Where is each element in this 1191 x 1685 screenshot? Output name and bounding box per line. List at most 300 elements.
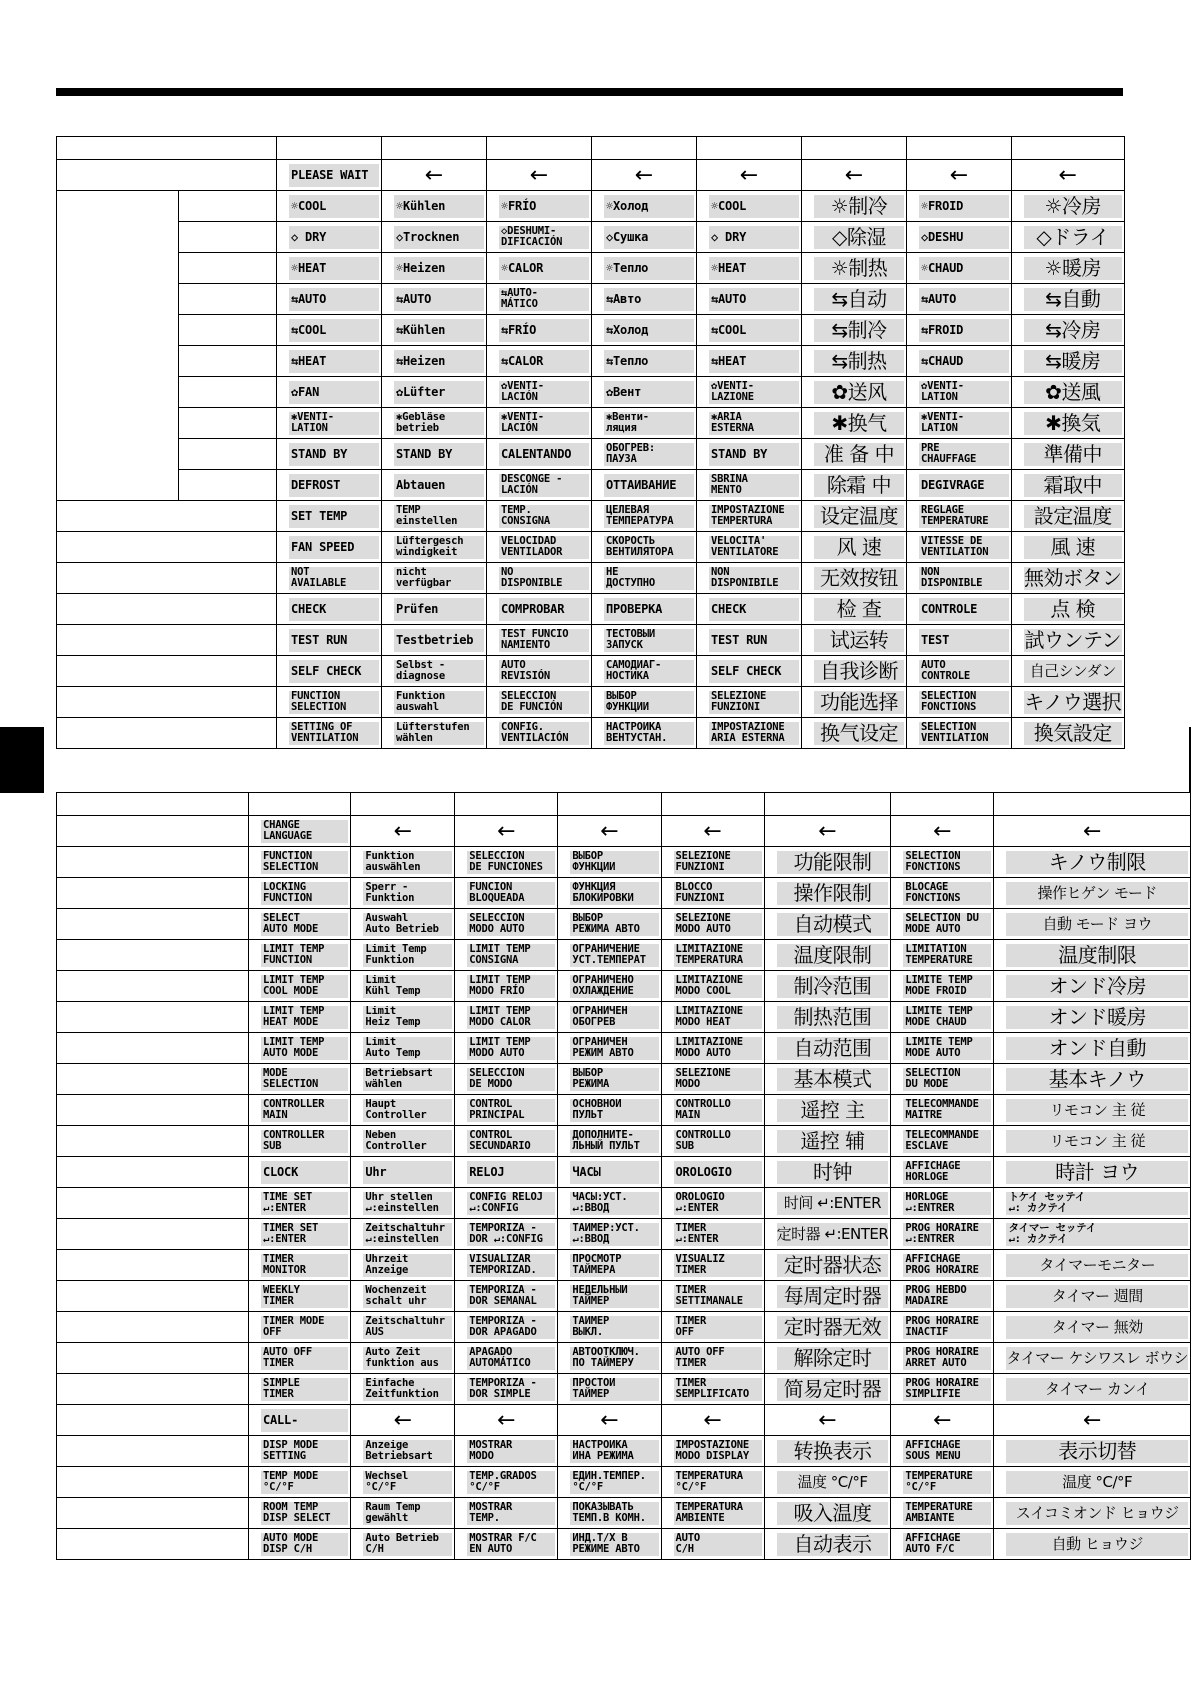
display-text: MOSTRAR F/C EN AUTO (467, 1533, 555, 1556)
table-cell (891, 940, 994, 971)
display-text: 風 速 (1024, 536, 1122, 559)
display-text: オンド冷房 (1006, 975, 1188, 998)
table-cell (891, 909, 994, 940)
table-cell (248, 1343, 350, 1374)
left-arrow-icon: ← (1058, 162, 1077, 188)
table-cell (661, 1126, 764, 1157)
mode-display-text: ⇆制冷 (814, 319, 904, 342)
display-text: 操作ヒゲン モード (1006, 882, 1188, 905)
table-cell (994, 1343, 1191, 1374)
table-cell (891, 1343, 994, 1374)
header-lang-cell (907, 137, 1012, 160)
table-cell (994, 878, 1191, 909)
mode-display-text: ✿VENTI- LACIÓN (499, 381, 589, 404)
table-cell (802, 315, 907, 346)
table-cell (661, 1064, 764, 1095)
table-cell (891, 1126, 994, 1157)
display-text: 自动模式 (777, 913, 889, 936)
mode-display-text: SBRINA MENTO (709, 474, 799, 497)
mode-display-text: ⇆AUTO (289, 288, 379, 311)
table-cell (764, 1064, 891, 1095)
mode-display-text: ✱Gebläse betrieb (394, 412, 484, 435)
table-cell (351, 1095, 455, 1126)
table-cell (697, 501, 802, 532)
mode-display-text: 霜取中 (1024, 474, 1122, 497)
display-text: 時計 ヨウ (1006, 1161, 1188, 1184)
display-text: Uhr stellen ↵:einstellen (363, 1192, 452, 1215)
table-cell (455, 1467, 558, 1498)
table-cell (802, 377, 907, 408)
table-cell (455, 909, 558, 940)
table-cell (661, 1157, 764, 1188)
table-row (57, 1436, 1191, 1467)
table-cell (1012, 346, 1125, 377)
table-cell (351, 971, 455, 1002)
table-cell (455, 1064, 558, 1095)
display-text: HORLOGE ↵:ENTRER (903, 1192, 991, 1215)
table-cell (248, 1002, 350, 1033)
table-cell (351, 1157, 455, 1188)
display-text: LIMITAZIONE MODO AUTO (674, 1037, 762, 1060)
table-cell (382, 470, 487, 501)
display-text: TEMPERATURA AMBIENTE (674, 1502, 762, 1525)
display-text: ОГРАНИЧЕН РЕЖИМ АВТО (570, 1037, 658, 1060)
display-text: CONTROLLO MAIN (674, 1099, 762, 1122)
table-row (57, 656, 1125, 687)
display-text: AUTO OFF TIMER (261, 1347, 348, 1370)
table-cell (1012, 439, 1125, 470)
mode-display-text: ⇆FROID (919, 319, 1009, 342)
display-text: НАСТРОЙКА ВЕНТУСТАН. (604, 722, 694, 745)
display-text: LIMIT TEMP AUTO MODE (261, 1037, 348, 1060)
mode-display-text: ⇆Холод (604, 319, 694, 342)
header-lang-cell (455, 793, 558, 816)
table-row (57, 878, 1191, 909)
table-cell (351, 1188, 455, 1219)
mode-display-text: ⇆CHAUD (919, 350, 1009, 373)
display-text: Uhrzeit Anzeige (363, 1254, 452, 1277)
display-text: PROG HEBDO MADAIRE (903, 1285, 991, 1308)
display-text: PROG HORAIRE INACTIF (903, 1316, 991, 1339)
display-text: CONTROLE (919, 598, 1009, 621)
display-text: ПРОСМОТР ТАЙМЕРА (570, 1254, 658, 1277)
table-cell (764, 1157, 891, 1188)
display-text: Auswahl Auto Betrieb (363, 913, 452, 936)
display-text: CHECK (289, 598, 379, 621)
table-cell (351, 940, 455, 971)
left-arrow-icon: ← (600, 818, 619, 844)
mode-display-text: Abtauen (394, 474, 484, 497)
table-cell (277, 563, 382, 594)
display-text: CONTROLLER SUB (261, 1130, 348, 1153)
display-text: 换气设定 (814, 722, 904, 745)
display-text: LÍMIT TEMP MODO AUTO (467, 1037, 555, 1060)
display-text: AFFICHAGE HORLOGE (903, 1161, 991, 1184)
table-cell (351, 1250, 455, 1281)
mode-display-text: ☼COOL (709, 195, 799, 218)
table-cell (248, 1033, 350, 1064)
display-text: CONFIG. VENTILACIÓN (499, 722, 589, 745)
mode-display-text: ⇆制热 (814, 350, 904, 373)
display-text: SELEZIONE FUNZIONI (709, 691, 799, 714)
display-text: LIMITAZIONE MODO HEAT (674, 1006, 762, 1029)
table-cell (277, 532, 382, 563)
display-text: タイマー 週間 (1006, 1285, 1188, 1308)
display-text: 遥控 辅 (777, 1130, 889, 1153)
arrow-cell (558, 1405, 661, 1436)
arrow-cell (558, 816, 661, 847)
table-cell (558, 940, 661, 971)
table-cell (455, 1219, 558, 1250)
display-text: Zeitschaltuhr AUS (363, 1316, 452, 1339)
header-lang-cell (764, 793, 891, 816)
display-text: 吸入温度 (777, 1502, 889, 1525)
display-text: 基本模式 (777, 1068, 889, 1091)
table-cell (1012, 594, 1125, 625)
mode-display-text: 準備中 (1024, 443, 1122, 466)
table-cell (994, 1157, 1191, 1188)
row-label-cell (57, 501, 277, 532)
table-cell (455, 1281, 558, 1312)
display-text: TEMP.GRADOS °C/°F (467, 1471, 555, 1494)
table-cell (487, 501, 592, 532)
arrow-cell (891, 816, 994, 847)
table-cell (802, 501, 907, 532)
table-cell (487, 625, 592, 656)
table-cell (351, 1002, 455, 1033)
table-cell (558, 1374, 661, 1405)
table-cell (994, 1188, 1191, 1219)
table-row (57, 816, 1191, 847)
header-lang-cell (351, 793, 455, 816)
table-cell (802, 718, 907, 749)
display-text: 风 速 (814, 536, 904, 559)
table-cell (382, 253, 487, 284)
table-cell (994, 1281, 1191, 1312)
mode-display-text: ✱ARIA ESTERNA (709, 412, 799, 435)
mode-display-text: ⇆AUTO (394, 288, 484, 311)
table-row (57, 1529, 1191, 1560)
display-text: ТАЙМЕР:УСТ. ↵:ВВОД (570, 1223, 658, 1246)
mode-display-text: ✱换气 (814, 412, 904, 435)
display-text: WEEKLY TIMER (261, 1285, 348, 1308)
header-lang-cell (661, 793, 764, 816)
display-text: CLOCK (261, 1161, 348, 1184)
table-cell (697, 191, 802, 222)
arrow-cell (455, 816, 558, 847)
mode-display-text: STAND BY (709, 443, 799, 466)
display-text: TIME SET ↵:ENTER (261, 1192, 348, 1215)
table-cell (382, 594, 487, 625)
display-text: Testbetrieb (394, 629, 484, 652)
table-cell (455, 1498, 558, 1529)
display-text: 试运转 (814, 629, 904, 652)
table-cell (248, 1436, 350, 1467)
table-cell (907, 253, 1012, 284)
table-cell (351, 1374, 455, 1405)
mode-label-cell (179, 377, 277, 408)
left-arrow-icon: ← (818, 1407, 837, 1433)
table-cell (558, 1157, 661, 1188)
display-text: Limit Kühl Temp (363, 975, 452, 998)
display-text: TIMER MODE OFF (261, 1316, 348, 1339)
display-text: CONTROLLER MAIN (261, 1099, 348, 1122)
table-cell (487, 718, 592, 749)
row-label-cell (57, 1467, 249, 1498)
table-row (57, 847, 1191, 878)
table-cell (277, 377, 382, 408)
row-label-cell (57, 1529, 249, 1560)
display-text: LOCKING FUNCTION (261, 882, 348, 905)
table-cell (487, 439, 592, 470)
display-text: Limit Heiz Temp (363, 1006, 452, 1029)
table-row (57, 1219, 1191, 1250)
table-cell (697, 284, 802, 315)
table-cell (994, 1002, 1191, 1033)
left-arrow-icon: ← (1083, 818, 1102, 844)
table-cell (697, 346, 802, 377)
table-row (57, 1002, 1191, 1033)
table-cell (248, 1281, 350, 1312)
left-arrow-icon: ← (949, 162, 969, 188)
table-cell (994, 1436, 1191, 1467)
display-text: SELF CHECK (289, 660, 379, 683)
table-cell (891, 847, 994, 878)
row-label-cell (57, 687, 277, 718)
table-cell (592, 594, 697, 625)
display-text: 无效按钮 (814, 567, 904, 590)
table-cell (558, 1529, 661, 1560)
please-wait-text: PLEASE WAIT (289, 164, 379, 187)
mode-display-text: ☼FRÍO (499, 195, 589, 218)
table-row (57, 563, 1125, 594)
row-label-cell (57, 1126, 249, 1157)
mode-display-text: ОТТАИВАНИЕ (604, 474, 694, 497)
mode-display-text: DEGIVRAGE (919, 474, 1009, 497)
display-text: AFFICHAGE SOUS MENU (903, 1440, 991, 1463)
display-text: TIMER OFF (674, 1316, 762, 1339)
display-text: タイマー セッテイ ↵: カクテイ (1006, 1223, 1188, 1246)
display-text: Limit Auto Temp (363, 1037, 452, 1060)
table-cell (697, 656, 802, 687)
table-cell (907, 563, 1012, 594)
table-row (57, 346, 1125, 377)
table-cell (1012, 222, 1125, 253)
table-cell (802, 563, 907, 594)
display-text: LIMITAZIONE MODO COOL (674, 975, 762, 998)
row-label-cell (57, 160, 277, 191)
display-text: ПОКАЗЫВАТЬ ТЕМП.В КОМН. (570, 1502, 658, 1525)
display-text: ОГРАНИЧЕН ОБОГРЕВ (570, 1006, 658, 1029)
table-cell (802, 284, 907, 315)
row-label-cell (57, 847, 249, 878)
arrow-cell (382, 160, 487, 191)
table-cell (248, 1405, 350, 1436)
table-cell (277, 253, 382, 284)
arrow-cell (487, 160, 592, 191)
display-text: SETTING OF VENTILATION (289, 722, 379, 745)
display-text: CONTROLLO SUB (674, 1130, 762, 1153)
display-text: LIMIT TEMP COOL MODE (261, 975, 348, 998)
display-text: TEST RUN (709, 629, 799, 652)
table-cell (592, 439, 697, 470)
table-cell (907, 222, 1012, 253)
display-text: Anzeige Betriebsart (363, 1440, 452, 1463)
table-cell (994, 1033, 1191, 1064)
table-cell (487, 253, 592, 284)
header-row (57, 137, 1125, 160)
mode-display-text: ✿VENTI- LAZIONE (709, 381, 799, 404)
row-label-cell (57, 718, 277, 749)
display-text: TIMER SETTIMANALE (674, 1285, 762, 1308)
display-text: VELOCITA' VENTILATORE (709, 536, 799, 559)
display-text: 温度制限 (1006, 944, 1188, 967)
left-arrow-icon: ← (1083, 1407, 1102, 1433)
table-cell (248, 1219, 350, 1250)
arrow-cell (697, 160, 802, 191)
table-cell (661, 1219, 764, 1250)
mode-display-text: ☼CHAUD (919, 257, 1009, 280)
table-cell (802, 470, 907, 501)
display-text: ЕДИН.ТЕМПЕР. °C/°F (570, 1471, 658, 1494)
display-text: 简易定时器 (777, 1378, 889, 1401)
table-cell (891, 878, 994, 909)
table-cell (802, 191, 907, 222)
display-text-table-2 (56, 792, 1191, 1560)
table-cell (558, 878, 661, 909)
display-text: ПРОВЕРКА (604, 598, 694, 621)
row-label-cell (57, 1064, 249, 1095)
display-text: AUTO MODE DISP C/H (261, 1533, 348, 1556)
display-text: NO DISPONIBLE (499, 567, 589, 590)
table-cell (558, 1467, 661, 1498)
display-text: НАСТРОЙКА ИНА РЕЖИМА (570, 1440, 658, 1463)
display-text: 每周定时器 (777, 1285, 889, 1308)
display-text: LÍMIT TEMP MODO FRÍO (467, 975, 555, 998)
display-text: Limit Temp Funktion (363, 944, 452, 967)
row-label-cell (57, 1250, 249, 1281)
display-text: 转换表示 (777, 1440, 889, 1463)
table-cell (661, 1467, 764, 1498)
table-cell (994, 1095, 1191, 1126)
display-text: AUTO OFF TIMER (674, 1347, 762, 1370)
arrow-cell (764, 816, 891, 847)
table-row (57, 253, 1125, 284)
table-cell (1012, 656, 1125, 687)
table-cell (277, 470, 382, 501)
mode-display-text: ✱換気 (1024, 412, 1122, 435)
row-label-cell (57, 1281, 249, 1312)
display-text: ЧАСЫ:УСТ. ↵:ВВОД (570, 1192, 658, 1215)
row-label-cell (57, 1405, 249, 1436)
table-cell (907, 532, 1012, 563)
mode-display-text: ✿FAN (289, 381, 379, 404)
display-text: Wochenzeit schalt uhr (363, 1285, 452, 1308)
mode-label-cell (179, 470, 277, 501)
left-arrow-icon: ← (393, 818, 412, 844)
table-cell (592, 284, 697, 315)
display-text: nicht verfügbar (394, 567, 484, 590)
table-cell (697, 718, 802, 749)
display-text: АВТООТКЛЮЧ. ПО ТАЙМЕРУ (570, 1347, 658, 1370)
display-text: TIMER SET ↵:ENTER (261, 1223, 348, 1246)
table-cell (907, 718, 1012, 749)
display-text: MOSTRAR TEMP. (467, 1502, 555, 1525)
display-text: ИНД.Т/Х В РЕЖИМЕ АВТО (570, 1533, 658, 1556)
table-cell (661, 878, 764, 909)
mode-display-text: ☼制冷 (814, 195, 904, 218)
row-label-cell (57, 1095, 249, 1126)
table-cell (994, 940, 1191, 971)
table-cell (382, 439, 487, 470)
display-text: ЧАСЫ (570, 1161, 658, 1184)
table-cell (697, 687, 802, 718)
table-cell (277, 284, 382, 315)
header-lang-cell (802, 137, 907, 160)
table-cell (592, 532, 697, 563)
mode-display-text: ☼暖房 (1024, 257, 1122, 280)
display-text: TEST (919, 629, 1009, 652)
display-text: TEST RUN (289, 629, 379, 652)
table-cell (764, 1529, 891, 1560)
display-text: ТЕСТОВЫЙ ЗАПУСК (604, 629, 694, 652)
table-cell (802, 656, 907, 687)
table-cell (248, 1095, 350, 1126)
table-cell (661, 909, 764, 940)
table-cell (1012, 470, 1125, 501)
display-text: 遥控 主 (777, 1099, 889, 1122)
display-text: СКОРОСТЬ ВЕНТИЛЯТОРА (604, 536, 694, 559)
table-cell (802, 222, 907, 253)
table-cell (697, 222, 802, 253)
table-cell (382, 222, 487, 253)
display-text: NON DISPONIBLE (919, 567, 1009, 590)
call-text: CALL- (261, 1409, 348, 1432)
table-cell (487, 563, 592, 594)
table-cell (248, 847, 350, 878)
table-cell (277, 687, 382, 718)
display-text: TEMP. CONSIGNA (499, 505, 589, 528)
mode-display-text: ⇆CALOR (499, 350, 589, 373)
table-cell (351, 1343, 455, 1374)
table-cell (661, 1374, 764, 1405)
row-label-cell (57, 878, 249, 909)
mode-label-cell (179, 346, 277, 377)
display-text: SELECCIÓN DE FUNCIÓN (499, 691, 589, 714)
table-cell (248, 1188, 350, 1219)
table-cell (351, 909, 455, 940)
table-cell (455, 1095, 558, 1126)
mode-display-text: ☼Тепло (604, 257, 694, 280)
table-cell (455, 847, 558, 878)
table-row (57, 1126, 1191, 1157)
table-cell (661, 1250, 764, 1281)
table-cell (382, 408, 487, 439)
display-text: SELECTION DU MODE AUTO (903, 913, 991, 936)
display-text: TELECOMMANDE ESCLAVE (903, 1130, 991, 1153)
display-text: IMPOSTAZIONE MODO DISPLAY (674, 1440, 762, 1463)
table-cell (697, 253, 802, 284)
table-cell (994, 1064, 1191, 1095)
table-row (57, 1343, 1191, 1374)
header-lang-cell (994, 793, 1191, 816)
arrow-cell (1012, 160, 1125, 191)
table-cell (891, 971, 994, 1002)
table-cell (661, 1343, 764, 1374)
table-cell (351, 1219, 455, 1250)
display-text: タイマー ケシワスレ ボウシ (1006, 1347, 1188, 1370)
display-text: Funktion auswahl (394, 691, 484, 714)
